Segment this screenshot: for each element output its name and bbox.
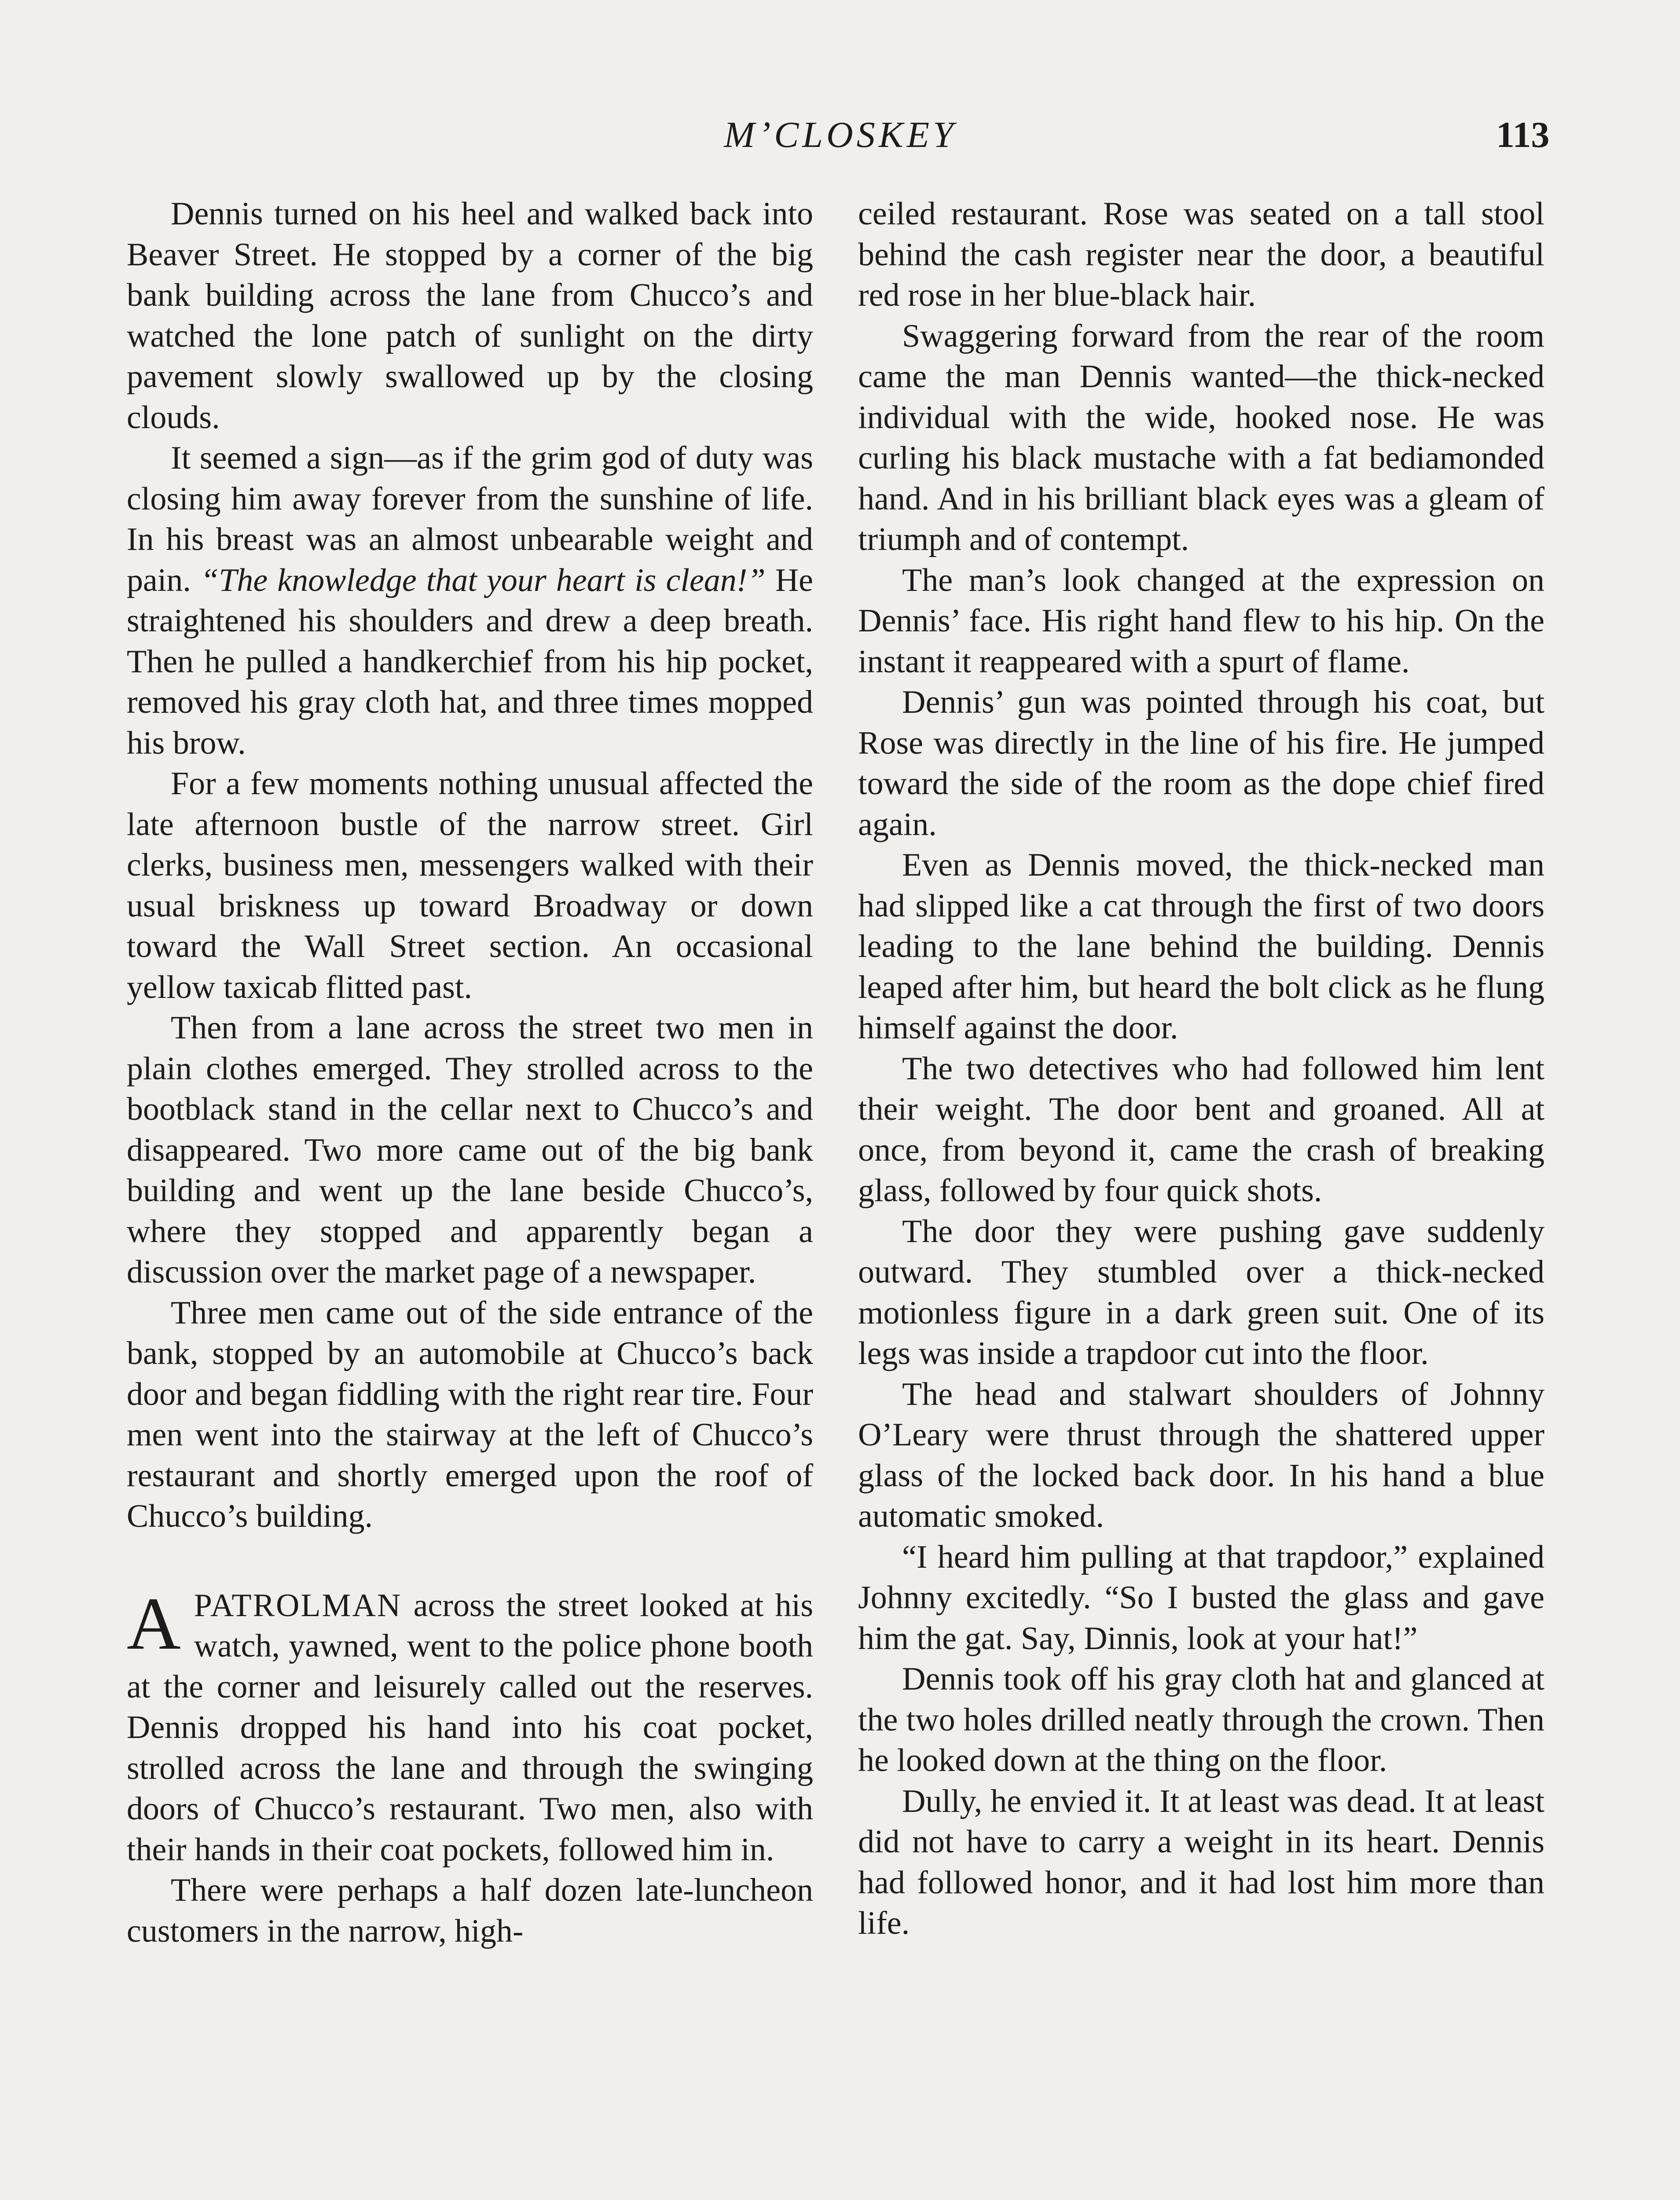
paragraph: The man’s look changed at the expression on Dennis’ face. His right hand flew to his hip. On the instant it reappeared with a spurt of flame.: [858, 562, 1544, 680]
paragraph: Dennis turned on his heel and walked back into Beaver Street. He stopped by a corner of the big bank building across the lane from Chucco’s and watched the lone patch of sunlight on the dirty pavement slowly swallowed up by the closing clouds.: [127, 196, 813, 436]
paragraph: Swaggering forward from the rear of the room came the man Dennis wanted—the thick-necked individual with the wide, hooked nose. He was curling his black mustache with a fat bediamonded hand. And in his brilliant black eyes was a gleam of triumph and of contempt.: [858, 318, 1544, 557]
running-head: M’CLOSKEY: [724, 114, 957, 155]
italic-quote: “The knowledge that your heart is clean!”: [201, 562, 766, 598]
paragraph: Dennis took off his gray cloth hat and glanced at the two holes drilled neatly through the crown. Then he looked down at the thing on the floor.: [858, 1661, 1544, 1778]
paragraph: Even as Dennis moved, the thick-necked man had slipped like a cat through the first of two doors leading to the lane behind the building. Dennis leaped after him, but heard the bolt click as he flung himself against the door.: [858, 847, 1544, 1046]
right-column: [858, 194, 1544, 1944]
small-caps-lead: PATROLMAN: [194, 1587, 402, 1624]
section-opening-paragraph: [127, 1582, 813, 1870]
paragraph: The head and stalwart shoulders of Johnny O’Leary were thrust through the shattered upper glass of the locked back door. In his hand a blue automatic smoked.: [858, 1376, 1544, 1534]
paragraph-text: across the street looked at his watch, yawned, went to the police phone booth at the corner and leisurely called out the reserves. Dennis dropped his hand into his coat pocket, strolled across the lane and through the swinging doors of Chucco’s restaurant. Two men, also with their hands in their coat pockets, followed him in.: [127, 1587, 813, 1868]
paragraph: “I heard him pulling at that trapdoor,” explained Johnny excitedly. “So I busted the glass and gave him the gat. Say, Dinnis, look at your hat!”: [858, 1539, 1544, 1657]
paragraph: The door they were pushing gave suddenly outward. They stumbled over a thick-necked motionless figure in a dark green suit. One of its legs was inside a trapdoor cut into the floor.: [858, 1213, 1544, 1371]
left-column: [127, 194, 813, 1951]
paragraph: Dennis’ gun was pointed through his coat, but Rose was directly in the line of his fire. He jumped toward the side of the room as the dope chief fired again.: [858, 684, 1544, 843]
page-number: 113: [1496, 114, 1550, 155]
paragraph: The two detectives who had followed him lent their weight. The door bent and groaned. All at once, from beyond it, came the crash of breaking glass, followed by four quick shots.: [858, 1050, 1544, 1209]
paragraph-continued: ceiled restaurant. Rose was seated on a tall stool behind the cash register near the door, a beautiful red rose in her blue-black hair.: [858, 196, 1544, 313]
paragraph: There were perhaps a half dozen late-luncheon customers in the narrow, high-: [127, 1872, 813, 1949]
paragraph: [127, 438, 813, 763]
drop-cap: A: [127, 1582, 181, 1665]
paragraph: For a few moments nothing unusual affected the late afternoon bustle of the narrow street. Girl clerks, business men, messengers walked with their usual briskness up toward Broadway or down toward the Wall Street section. An occasional yellow taxicab flitted past.: [127, 766, 813, 1005]
paragraph: Three men came out of the side entrance of the bank, stopped by an automobile at Chucco’s back door and began fiddling with the right rear tire. Four men went into the stairway at the left of Chucco’s restaurant and shortly emerged upon the roof of Chucco’s building.: [127, 1294, 813, 1534]
paragraph-text: He straightened his shoulders and drew a deep breath. Then he pulled a handkerchief from his hip pocket, removed his gray cloth hat, and three times mopped his brow.: [127, 562, 813, 761]
paragraph: Dully, he envied it. It at least was dead. It at least did not have to carry a weight in its heart. Dennis had followed honor, and it had lost him more than life.: [858, 1783, 1544, 1941]
paragraph-text: It seemed a sign—as if the grim god of duty was closing him away forever from the sunshine of life. In his breast was an almost unbearable weight and pain.: [127, 440, 813, 598]
paragraph: Then from a lane across the street two men in plain clothes emerged. They strolled across to the bootblack stand in the cellar next to Chucco’s and disappeared. Two more came out of the big bank building and went up the lane beside Chucco’s, where they stopped and apparently began a discussion over the market page of a newspaper.: [127, 1010, 813, 1290]
